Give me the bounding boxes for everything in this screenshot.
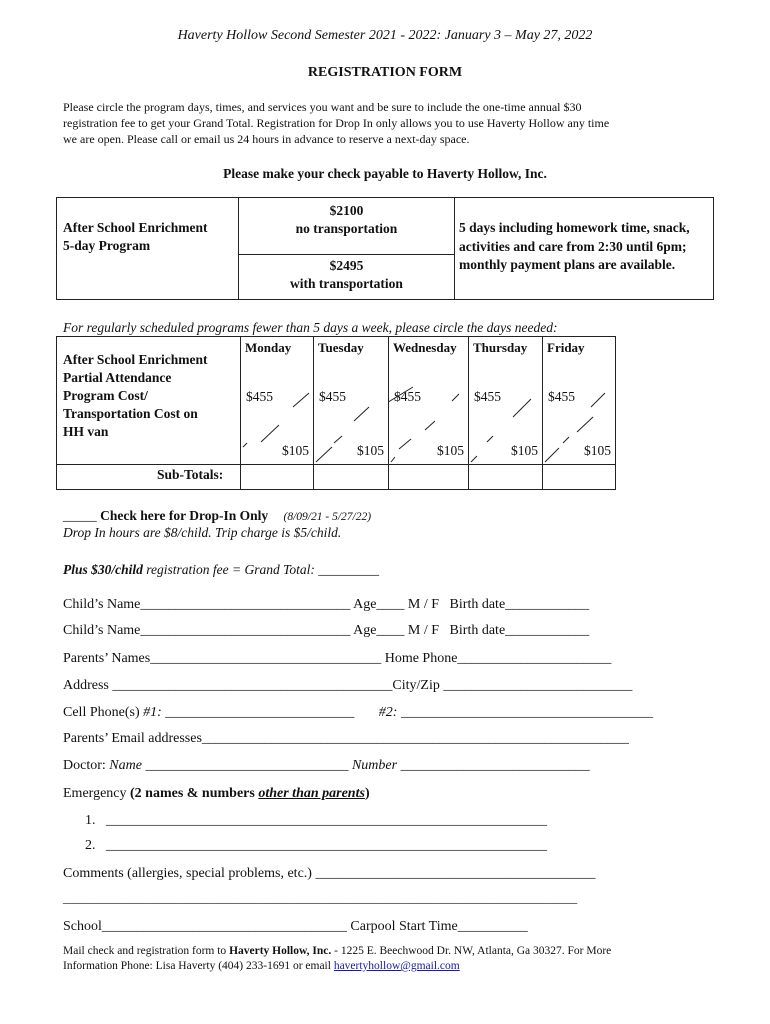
subtotal-thursday[interactable] [469, 465, 542, 489]
price-divider [239, 254, 454, 255]
program-cost[interactable]: $455 [548, 389, 575, 404]
child-2-field[interactable]: Child’s Name______________________________ Age____ M / F Birth date____________ [63, 623, 590, 638]
intro-line-1: Please circle the program days, times, and services you want and be sure to include the one-time annual $30 [63, 100, 582, 114]
full-program-price-column [238, 198, 455, 299]
comments-field-line-2[interactable]: ___________________________________________________________________________________ [63, 891, 578, 905]
doctor-field[interactable]: Doctor: Name _____________________________ Number ___________________________ [63, 758, 590, 773]
dropin-dates: (8/09/21 - 5/27/22) [283, 511, 372, 523]
slash-icon [389, 337, 468, 464]
subtotal-wednesday[interactable] [389, 465, 468, 489]
school-field[interactable]: School___________________________________ Carpool Start Time__________ [63, 919, 528, 934]
comments-field[interactable]: Comments (allergies, special problems, etc.) ________________________________________ [63, 866, 596, 881]
partial-instruction: For regularly scheduled programs fewer than 5 days a week, please circle the days needed: [63, 320, 558, 335]
intro-line-2: registration fee to get your Grand Total. Registration for Drop In only allows you to use Haverty Hollow any time [63, 116, 610, 130]
footer [63, 944, 713, 974]
price-with-transportation[interactable]: $2495 with transportation [290, 258, 403, 291]
full-program-name: After School Enrichment 5-day Program [63, 220, 208, 253]
dropin-label: Check here for Drop-In Only [100, 508, 269, 523]
cell-phone-field[interactable]: Cell Phone(s) #1: ___________________________ #2: ____________________________________ [63, 705, 653, 720]
grand-total-line [63, 562, 379, 578]
emergency-heading: Emergency (2 names & numbers other than parents) [63, 786, 370, 801]
slash-icon [314, 337, 388, 464]
program-cost[interactable]: $455 [319, 389, 346, 404]
form-heading: REGISTRATION FORM [307, 65, 463, 80]
form-title: Haverty Hollow Second Semester 2021 - 2022: January 3 – May 27, 2022 [177, 28, 593, 43]
subtotal-tuesday[interactable] [314, 465, 388, 489]
slash-icon [469, 337, 542, 464]
transport-cost[interactable]: $105 [511, 443, 538, 458]
day-header: Tuesday [318, 340, 364, 355]
day-header: Friday [547, 340, 585, 355]
emergency-2-field[interactable]: 2. _______________________________________________________________ [85, 838, 547, 853]
dropin-line [63, 508, 371, 524]
dropin-checkbox-blank[interactable]: _____ [63, 508, 97, 523]
partial-label: After School Enrichment Partial Attendance Program Cost/ Transportation Cost on HH van [63, 352, 208, 439]
parents-field[interactable]: Parents’ Names_________________________________ Home Phone______________________ [63, 651, 612, 666]
day-header: Thursday [473, 340, 528, 355]
full-program-table [56, 197, 714, 300]
transport-cost[interactable]: $105 [282, 443, 309, 458]
footer-line-2: Information Phone: Lisa Haverty (404) 233-1691 or email havertyhollow@gmail.com [63, 960, 460, 972]
subtotals-label: Sub-Totals: [157, 467, 224, 482]
transport-cost[interactable]: $105 [437, 443, 464, 458]
subtotal-friday[interactable] [543, 465, 615, 489]
child-1-field[interactable]: Child’s Name______________________________ Age____ M / F Birth date____________ [63, 597, 590, 612]
transport-cost[interactable]: $105 [357, 443, 384, 458]
email-field[interactable]: Parents’ Email addresses_____________________________________________________________ [63, 731, 629, 746]
program-cost[interactable]: $455 [474, 389, 501, 404]
program-cost[interactable]: $455 [394, 389, 421, 404]
footer-line-1: Mail check and registration form to Haverty Hollow, Inc. - 1225 E. Beechwood Dr. NW, Atlanta, Ga 30327. For More [63, 945, 612, 957]
partial-attendance-table [56, 336, 616, 490]
subtotal-monday[interactable] [241, 465, 313, 489]
intro-line-3: we are open. Please call or email us 24 hours in advance to reserve a next-day space. [63, 132, 470, 146]
payable-note: Please make your check payable to Haverty Hollow, Inc. [223, 166, 547, 181]
emergency-1-field[interactable]: 1. _______________________________________________________________ [85, 813, 547, 828]
day-header: Wednesday [393, 340, 457, 355]
registration-fee: Plus $30/child [63, 562, 143, 577]
address-field[interactable]: Address ________________________________________City/Zip ___________________________ [63, 678, 633, 693]
price-no-transportation[interactable]: $2100 no transportation [295, 203, 398, 236]
dropin-rates: Drop In hours are $8/child. Trip charge is $5/child. [63, 525, 342, 540]
grand-total-field[interactable]: registration fee = Grand Total: _________ [146, 562, 380, 577]
email-link[interactable]: havertyhollow@gmail.com [333, 960, 460, 972]
transport-cost[interactable]: $105 [584, 443, 611, 458]
slash-icon [543, 337, 615, 464]
full-program-description: 5 days including homework time, snack, activities and care from 2:30 until 6pm; monthly payment plans are available. [459, 220, 690, 272]
intro-paragraph [63, 99, 713, 147]
program-cost[interactable]: $455 [246, 389, 273, 404]
day-header: Monday [245, 340, 292, 355]
slash-icon [241, 337, 313, 464]
